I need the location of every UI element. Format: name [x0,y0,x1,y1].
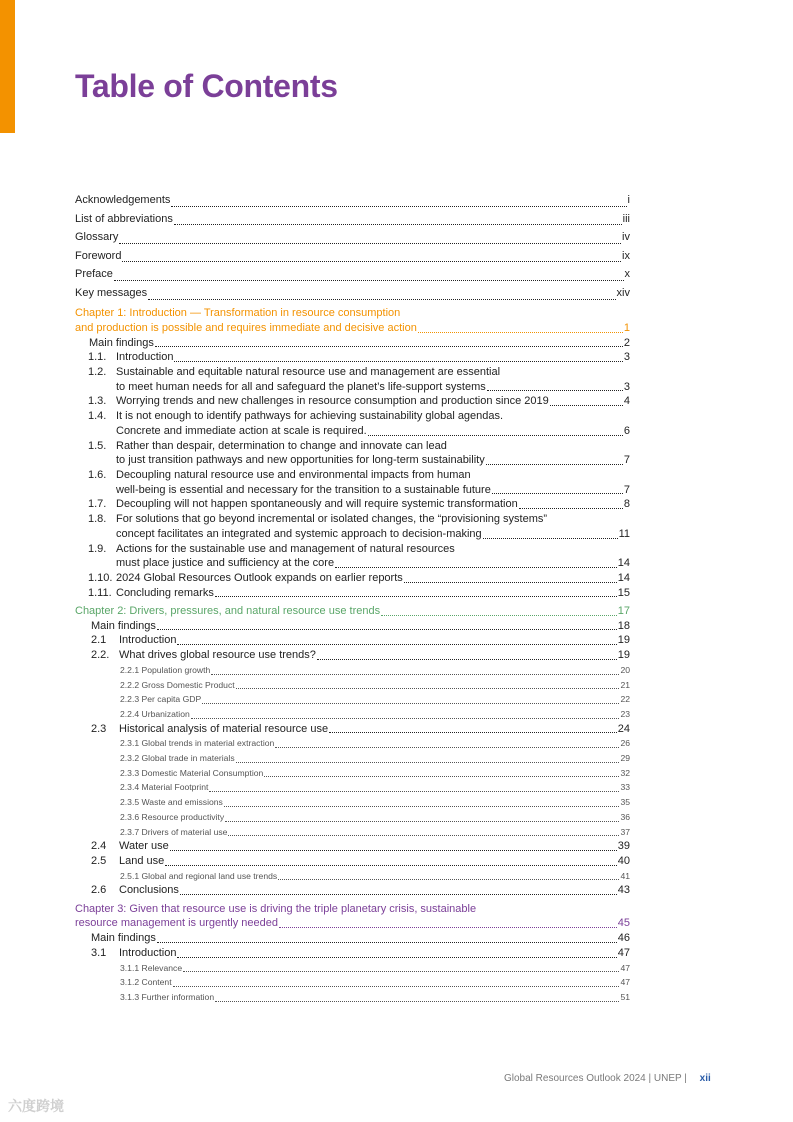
entry-title: Actions for the sustainable use and management of natural resources [116,542,455,555]
chapter1-entry-row[interactable] [75,571,630,586]
front-matter-row[interactable] [75,247,630,266]
entry-title: resource management is urgently needed [75,917,279,930]
dot-leader [173,976,620,987]
page-number: 2 [623,336,630,349]
section-number: 2.5 [91,854,107,867]
dot-leader [114,270,624,281]
page-number: 43 [617,884,630,897]
chapter2-entry-row[interactable] [75,619,630,634]
entry-title: 2.3.5 Waste and emissions [120,797,223,808]
chapter2-subentry-row[interactable] [75,780,630,795]
section-number: 1.4. [88,410,107,423]
dot-leader [550,395,623,406]
front-matter-row[interactable] [75,228,630,247]
dot-leader [317,649,617,660]
chapter3-subentry-row[interactable] [75,975,630,990]
chapter2-subentry-row[interactable] [75,692,630,707]
chapter1-entry-row[interactable] [75,439,630,454]
section-number: 1.1. [88,351,107,364]
entry-title: 2.3.4 Material Footprint [120,782,209,793]
page-number: i [627,194,630,206]
dot-leader [215,991,619,1002]
chapter1-heading-line1-row[interactable] [75,303,630,321]
entry-title: 3.1.1 Relevance [120,962,183,973]
chapter2-subentry-row[interactable] [75,795,630,810]
page-number: 1 [623,321,630,334]
section-number: 2.6 [91,884,107,897]
front-matter-row[interactable] [75,210,630,229]
entry-title: Introduction [119,946,177,959]
page-number: 45 [617,917,630,930]
chapter2-heading-row[interactable] [75,600,630,618]
dot-leader [492,483,623,494]
page-number: 47 [620,977,630,988]
entry-title: Key messages [75,286,148,299]
chapter3-heading-row[interactable] [75,916,630,931]
dot-leader [209,781,619,792]
page-number: 29 [620,753,630,764]
entry-title: For solutions that go beyond incremental or isolated changes, the “provisioning systems” [116,513,548,526]
table-of-contents [75,191,630,1005]
page-number: 37 [620,826,630,837]
entry-title: Preface [75,268,113,281]
entry-title: 2024 Global Resources Outlook expands on earlier reports [116,571,403,584]
page-number: 26 [620,738,630,749]
dot-leader [155,336,623,347]
front-matter-row[interactable] [75,265,630,284]
section-number: 1.5. [88,439,107,452]
dot-leader [171,196,626,207]
page-number: 51 [620,991,630,1002]
page-number: 21 [620,679,630,690]
page-number: 6 [623,424,630,437]
chapter1-entry-row[interactable] [75,556,630,571]
entry-title: must place justice and sufficiency at the core [116,557,335,570]
page-number: 17 [617,605,630,617]
dot-leader [228,825,619,836]
section-number: 1.9. [88,542,107,555]
dot-leader [215,586,617,597]
chapter2-entry-row[interactable] [75,648,630,663]
dot-leader [404,572,617,583]
entry-title: 2.2.1 Population growth [120,664,211,675]
chapter3-entry-row[interactable] [75,946,630,961]
page-number: ix [622,249,630,262]
section-number: 3.1 [91,946,107,959]
page-number: 20 [620,664,630,675]
entry-title: 2.3.1 Global trends in material extraction [120,738,275,749]
dot-leader [329,722,617,733]
section-number: 2.4 [91,840,107,853]
page-number: 3 [623,380,630,393]
chapter1-entry-row[interactable] [75,586,630,601]
entry-title: Main findings [89,336,154,349]
dot-leader [177,634,616,645]
front-matter-row[interactable] [75,284,630,303]
section-number: 2.1 [91,634,107,647]
dot-leader [170,840,617,851]
entry-title: Sustainable and equitable natural resource use and management are essential [116,366,501,379]
entry-title: Water use [119,840,169,853]
dot-leader [279,917,617,928]
entry-title: 2.3.7 Drivers of material use [120,826,228,837]
dot-leader [236,678,620,689]
page-number: iv [622,231,630,244]
dot-leader [486,454,623,465]
dot-leader [174,214,622,225]
chapter2-entry-row[interactable] [75,839,630,854]
entry-title: Main findings [91,619,156,632]
dot-leader [335,557,617,568]
dot-leader [368,425,623,436]
dot-leader [225,811,619,822]
page-number: 36 [620,811,630,822]
chapter2-subentry-row[interactable] [75,825,630,840]
page-number: 14 [617,571,630,584]
entry-title: Conclusions [119,884,179,897]
page-footer [504,1073,711,1084]
section-number: 1.2. [88,366,107,379]
entry-title: Decoupling will not happen spontaneously and will require systemic transformation [116,498,518,511]
page-number: 47 [617,946,630,959]
dot-leader [236,752,620,763]
chapter1-entry-row[interactable] [75,512,630,527]
chapter1-entry-row[interactable] [75,542,630,557]
chapter3-entry-row[interactable] [75,931,630,946]
dot-leader [122,251,621,262]
dot-leader [224,796,620,807]
page-number: 4 [623,395,630,408]
entry-title: 3.1.3 Further information [120,991,215,1002]
entry-title: and production is possible and requires immediate and decisive action [75,321,417,334]
page-number: iii [622,212,630,225]
dot-leader [381,605,617,616]
entry-title: Worrying trends and new challenges in resource consumption and production since 2019 [116,395,549,408]
entry-title: Introduction [119,634,177,647]
chapter2-entry-row[interactable] [75,883,630,898]
dot-leader [180,884,617,895]
section-number: 1.10. [88,571,113,584]
section-number: 1.11. [88,586,112,599]
entry-title: 3.1.2 Content [120,977,172,988]
chapter1-entry-row[interactable] [75,380,630,395]
entry-title: Acknowledgements [75,194,171,206]
page-number: 19 [617,649,630,662]
chapter3-heading-row[interactable] [75,898,630,916]
page-number: 39 [617,840,630,853]
chapter1-entry-row[interactable] [75,394,630,409]
entry-title: Land use [119,854,165,867]
section-number: 1.8. [88,513,107,526]
page-number: 7 [623,454,630,467]
section-number: 2.2. [91,649,110,662]
entry-title: 2.3.3 Domestic Material Consumption [120,767,264,778]
dot-leader [157,932,617,943]
entry-title: to meet human needs for all and safeguard the planet’s life-support systems [116,380,486,393]
watermark-logo: 六度跨境 [8,1098,64,1114]
page-number: 46 [617,932,630,945]
entry-title: What drives global resource use trends? [119,649,316,662]
chapter1-entry-row[interactable] [75,483,630,498]
dot-leader [174,351,622,362]
section-number: 2.3 [91,722,107,735]
page-number: xiv [616,286,630,299]
entry-title: well-being is essential and necessary for the transition to a sustainable future [116,483,491,496]
entry-title: to just transition pathways and new opportunities for long-term sustainability [116,454,485,467]
page-number: 14 [617,557,630,570]
section-number: 1.3. [88,395,107,408]
page-number: 40 [617,854,630,867]
chapter1-entry-row[interactable] [75,527,630,542]
chapter2-entry-row[interactable] [75,633,630,648]
chapter2-subentry-row[interactable] [75,678,630,693]
dot-leader [183,961,619,972]
chapter2-subentry-row[interactable] [75,810,630,825]
entry-title: Concrete and immediate action at scale is required. [116,424,367,437]
entry-title: Main findings [91,932,156,945]
chapter1-entry-row[interactable] [75,424,630,439]
page-number: 8 [623,498,630,511]
page-number: 22 [620,694,630,705]
footer-page-number: xii [699,1073,711,1084]
page-number: 32 [620,767,630,778]
dot-leader [165,855,616,866]
entry-title: Glossary [75,231,119,244]
chapter2-subentry-row[interactable] [75,707,630,722]
page-number: 19 [617,634,630,647]
dot-leader [278,869,619,880]
page-number: 18 [617,619,630,632]
dot-leader [148,289,615,300]
chapter2-subentry-row[interactable] [75,766,630,781]
chapter1-heading-row[interactable] [75,321,630,336]
page-number: 41 [620,870,630,881]
dot-leader [418,322,623,333]
dot-leader [487,380,623,391]
chapter1-entry-row[interactable] [75,365,630,380]
entry-title: Decoupling natural resource use and environmental impacts from human [116,468,471,481]
chapter2-subentry-row[interactable] [75,736,630,751]
page-number: 3 [623,351,630,364]
chapter2-subentry-row[interactable] [75,751,630,766]
entry-title: List of abbreviations [75,212,173,225]
entry-title: 2.3.2 Global trade in materials [120,753,235,764]
footer-publication: Global Resources Outlook 2024 | UNEP | [504,1073,687,1084]
entry-title: Concluding remarks [116,586,214,599]
chapter2-entry-row[interactable] [75,722,630,737]
orange-accent-bar [0,0,15,133]
page-number: 15 [617,586,630,599]
entry-title: Chapter 1: Introduction — Transformation in resource consumption [75,307,401,320]
dot-leader [202,693,619,704]
entry-title: concept facilitates an integrated and systemic approach to decision-making [116,527,482,540]
dot-leader [264,766,619,777]
dot-leader [483,528,618,539]
dot-leader [191,708,620,719]
chapter2-entry-row[interactable] [75,854,630,869]
dot-leader [177,947,616,958]
entry-title: 2.2.2 Gross Domestic Product [120,679,235,690]
page-number: 33 [620,782,630,793]
entry-title: Chapter 2: Drivers, pressures, and natural resource use trends [75,605,381,617]
chapter1-entry-row[interactable] [75,468,630,483]
entry-title: 2.3.6 Resource productivity [120,811,225,822]
page-number: 24 [617,722,630,735]
chapter1-entry-row[interactable] [75,409,630,424]
dot-leader [211,664,619,675]
chapter3-subentry-row[interactable] [75,990,630,1005]
dot-leader [157,619,617,630]
page-number: x [624,268,630,281]
entry-title: It is not enough to identify pathways for achieving sustainability global agendas. [116,410,504,423]
entry-title: 2.5.1 Global and regional land use trends [120,870,278,881]
section-number: 1.7. [88,498,107,511]
dot-leader [519,498,623,509]
entry-title: Foreword [75,249,122,262]
chapter2-subentry-row[interactable] [75,663,630,678]
chapter3-subentry-row[interactable] [75,961,630,976]
chapter2-subentry-row[interactable] [75,869,630,884]
section-number: 1.6. [88,468,107,481]
page-number: 23 [620,708,630,719]
entry-title: Chapter 3: Given that resource use is driving the triple planetary crisis, sustainable [75,902,477,915]
page-number: 47 [620,962,630,973]
entry-title: 2.2.3 Per capita GDP [120,694,202,705]
chapter1-entry-row[interactable] [75,497,630,512]
entry-title: 2.2.4 Urbanization [120,708,190,719]
page-number: 7 [623,483,630,496]
page-number: 11 [618,527,630,540]
chapter1-entry-row[interactable] [75,336,630,351]
dot-leader [119,233,621,244]
page-title: Table of Contents [75,68,338,104]
entry-title: Introduction [116,351,174,364]
front-matter-row[interactable] [75,191,630,210]
dot-leader [275,737,619,748]
chapter1-entry-row[interactable] [75,350,630,365]
entry-title: Historical analysis of material resource use [119,722,329,735]
chapter1-entry-row[interactable] [75,453,630,468]
entry-title: Rather than despair, determination to change and innovate can lead [116,439,447,452]
page-number: 35 [620,797,630,808]
